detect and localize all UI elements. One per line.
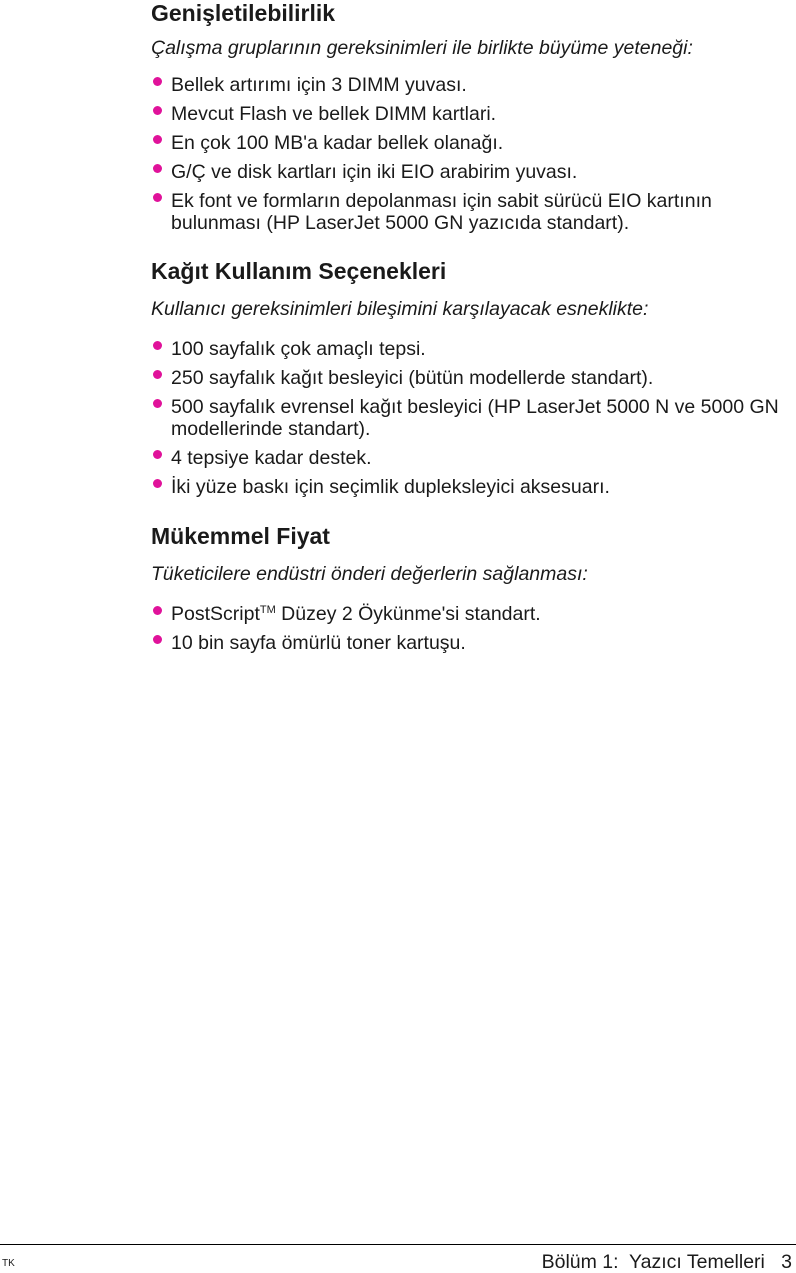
footer-page-number: 3	[781, 1251, 792, 1273]
bullet-icon	[153, 399, 162, 408]
section-subtitle-price: Tüketicilere endüstri önderi değerlerin sağlanması:	[151, 563, 588, 585]
list-item	[151, 476, 791, 498]
bullet-icon	[153, 479, 162, 488]
list-item-text-suffix: Düzey 2 Öykünme'si standart.	[275, 603, 541, 625]
list-item-text: Mevcut Flash ve bellek DIMM kartlari.	[171, 103, 497, 125]
list-item	[151, 603, 791, 625]
footer-chapter	[542, 1251, 792, 1273]
section-title-expandability: Genişletilebilirlik	[151, 0, 336, 26]
list-item-text: Bellek artırımı için 3 DIMM yuvası.	[171, 74, 467, 96]
list-item	[151, 396, 791, 440]
section-title-paper-handling: Kağıt Kullanım Seçenekleri	[151, 258, 447, 284]
price-list	[151, 603, 791, 654]
list-item	[151, 161, 791, 183]
section-subtitle-expandability: Çalışma gruplarının gereksinimleri ile birlikte büyüme yeteneği:	[151, 37, 693, 59]
section-subtitle-paper-handling: Kullanıcı gereksinimleri bileşimini karşılayacak esneklikte:	[151, 298, 649, 320]
list-item-text: En çok 100 MB'a kadar bellek olanağı.	[171, 132, 504, 154]
expandability-list	[151, 74, 791, 234]
paper-handling-list	[151, 338, 791, 498]
list-item	[151, 190, 791, 234]
bullet-icon	[153, 193, 162, 202]
bullet-icon	[153, 341, 162, 350]
list-item	[151, 103, 791, 125]
list-item-text: 4 tepsiye kadar destek.	[171, 447, 372, 469]
footer-divider	[0, 1244, 796, 1245]
bullet-icon	[153, 135, 162, 144]
bullet-icon	[153, 635, 162, 644]
list-item	[151, 132, 791, 154]
bullet-icon	[153, 606, 162, 615]
list-item-text: 250 sayfalık kağıt besleyici (bütün modellerde standart).	[171, 367, 654, 389]
trademark-superscript: TM	[259, 604, 276, 616]
list-item	[151, 447, 791, 469]
bullet-icon	[153, 164, 162, 173]
bullet-icon	[153, 106, 162, 115]
list-item-text: 100 sayfalık çok amaçlı tepsi.	[171, 338, 426, 360]
footer-language-code: TK	[2, 1258, 15, 1269]
list-item-text: 10 bin sayfa ömürlü toner kartuşu.	[171, 632, 466, 654]
list-item	[151, 74, 791, 96]
bullet-icon	[153, 77, 162, 86]
list-item-text: G/Ç ve disk kartları için iki EIO arabirim yuvası.	[171, 161, 578, 183]
list-item-text-prefix: PostScript	[171, 603, 260, 625]
footer-chapter-title: Bölüm 1: Yazıcı Temelleri	[541, 1251, 765, 1273]
section-title-price: Mükemmel Fiyat	[151, 523, 330, 549]
list-item-text: İki yüze baskı için seçimlik dupleksleyici aksesuarı.	[171, 476, 610, 498]
list-item-text: 500 sayfalık evrensel kağıt besleyici (HP LaserJet 5000 N ve 5000 GN modellerinde standart).	[171, 396, 779, 440]
list-item	[151, 632, 791, 654]
bullet-icon	[153, 370, 162, 379]
list-item-text: Ek font ve formların depolanması için sabit sürücü EIO kartının bulunması (HP LaserJet 5000 GN yazıcıda standart).	[171, 190, 712, 234]
list-item	[151, 338, 791, 360]
list-item	[151, 367, 791, 389]
page-content	[151, 0, 791, 654]
bullet-icon	[153, 450, 162, 459]
